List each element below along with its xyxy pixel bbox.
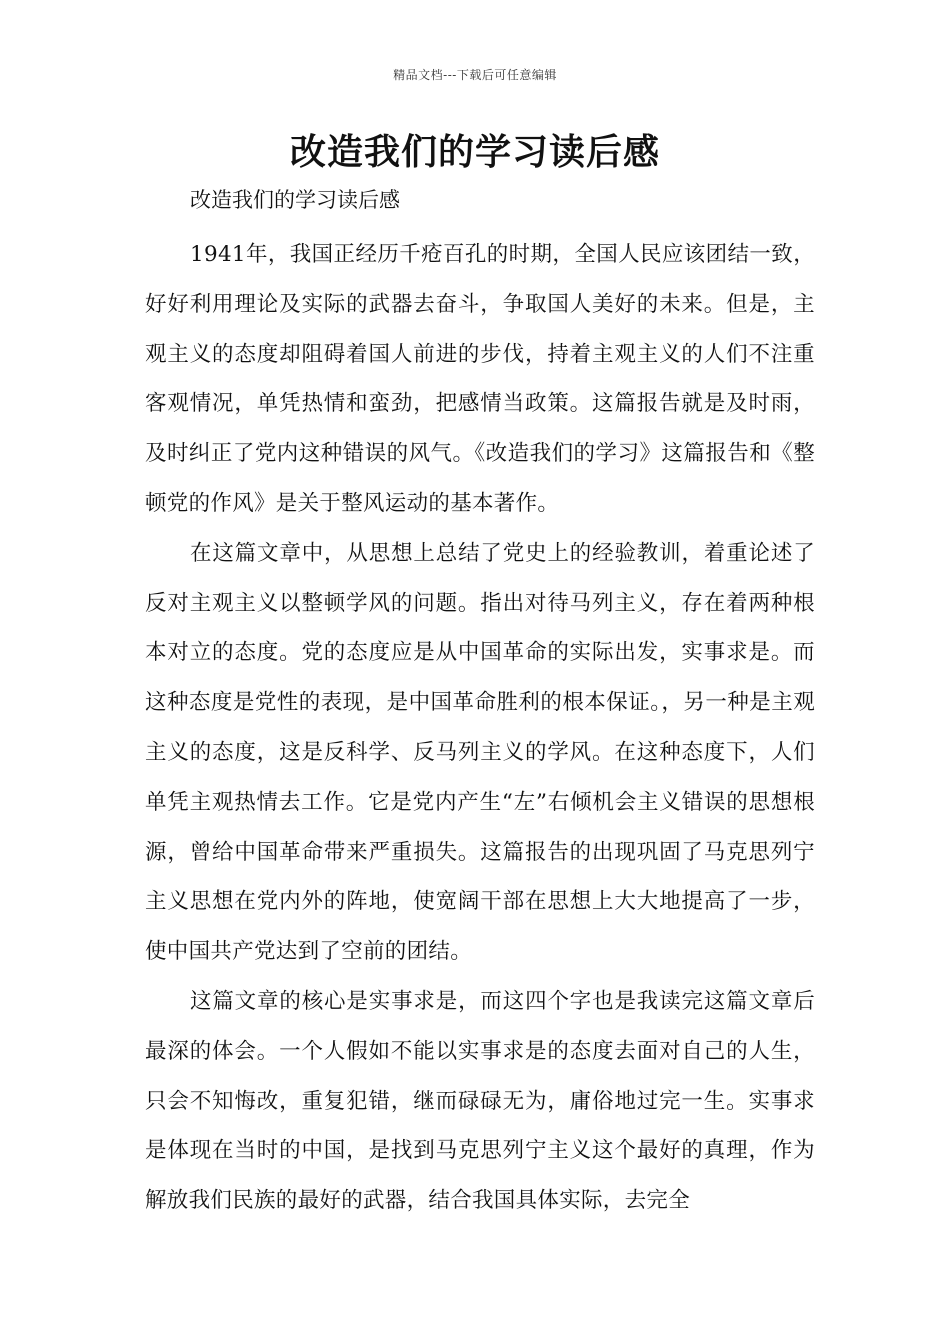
paragraph-2: 在这篇文章中，从思想上总结了党史上的经验教训，着重论述了反对主观主义以整顿学风的问题。指出对待马列主义，存在着两种根本对立的态度。党的态度应是从中国革命的实际出发，实事求是。而这种态度是党性的表现，是中国革命胜利的根本保证。，另一种是主观主义的态度，这是反科学、反马列主义的学风。在这种态度下，人们单凭主观热情去工作。它是党内产生“左”右倾机会主义错误的思想根源，曾给中国革命带来严重损失。这篇报告的出现巩固了马克思列宁主义思想在党内外的阵地，使宽阔干部在思想上大大地提高了一步，使中国共产党达到了空前的团结。 bbox=[145, 540, 815, 965]
document-title: 改造我们的学习读后感 bbox=[289, 131, 660, 173]
document-subtitle: 改造我们的学习读后感 bbox=[190, 188, 400, 212]
paragraph-3: 这篇文章的核心是实事求是，而这四个字也是我读完这篇文章后最深的体会。一个人假如不能以实事求是的态度去面对自己的人生，只会不知悔改，重复犯错，继而碌碌无为，庸俗地过完一生。实事求是体现在当时的中国，是找到马克思列宁主义这个最好的真理，作为解放我们民族的最好的武器，结合我国具体实际，去完全 bbox=[145, 988, 815, 1214]
header-note: 精品文档---下载后可任意编辑 bbox=[393, 68, 557, 82]
paragraph-1: 1941年，我国正经历千疮百孔的时期，全国人民应该团结一致，好好利用理论及实际的武器去奋斗，争取国人美好的未来。但是，主观主义的态度却阻碍着国人前进的步伐，持着主观主义的人们不注重客观情况，单凭热情和蛮劲，把感情当政策。这篇报告就是及时雨，及时纠正了党内这种错误的风气。《改造我们的学习》这篇报告和《整顿党的作风》是关于整风运动的基本著作。 bbox=[145, 242, 815, 516]
document-body bbox=[145, 230, 815, 1226]
